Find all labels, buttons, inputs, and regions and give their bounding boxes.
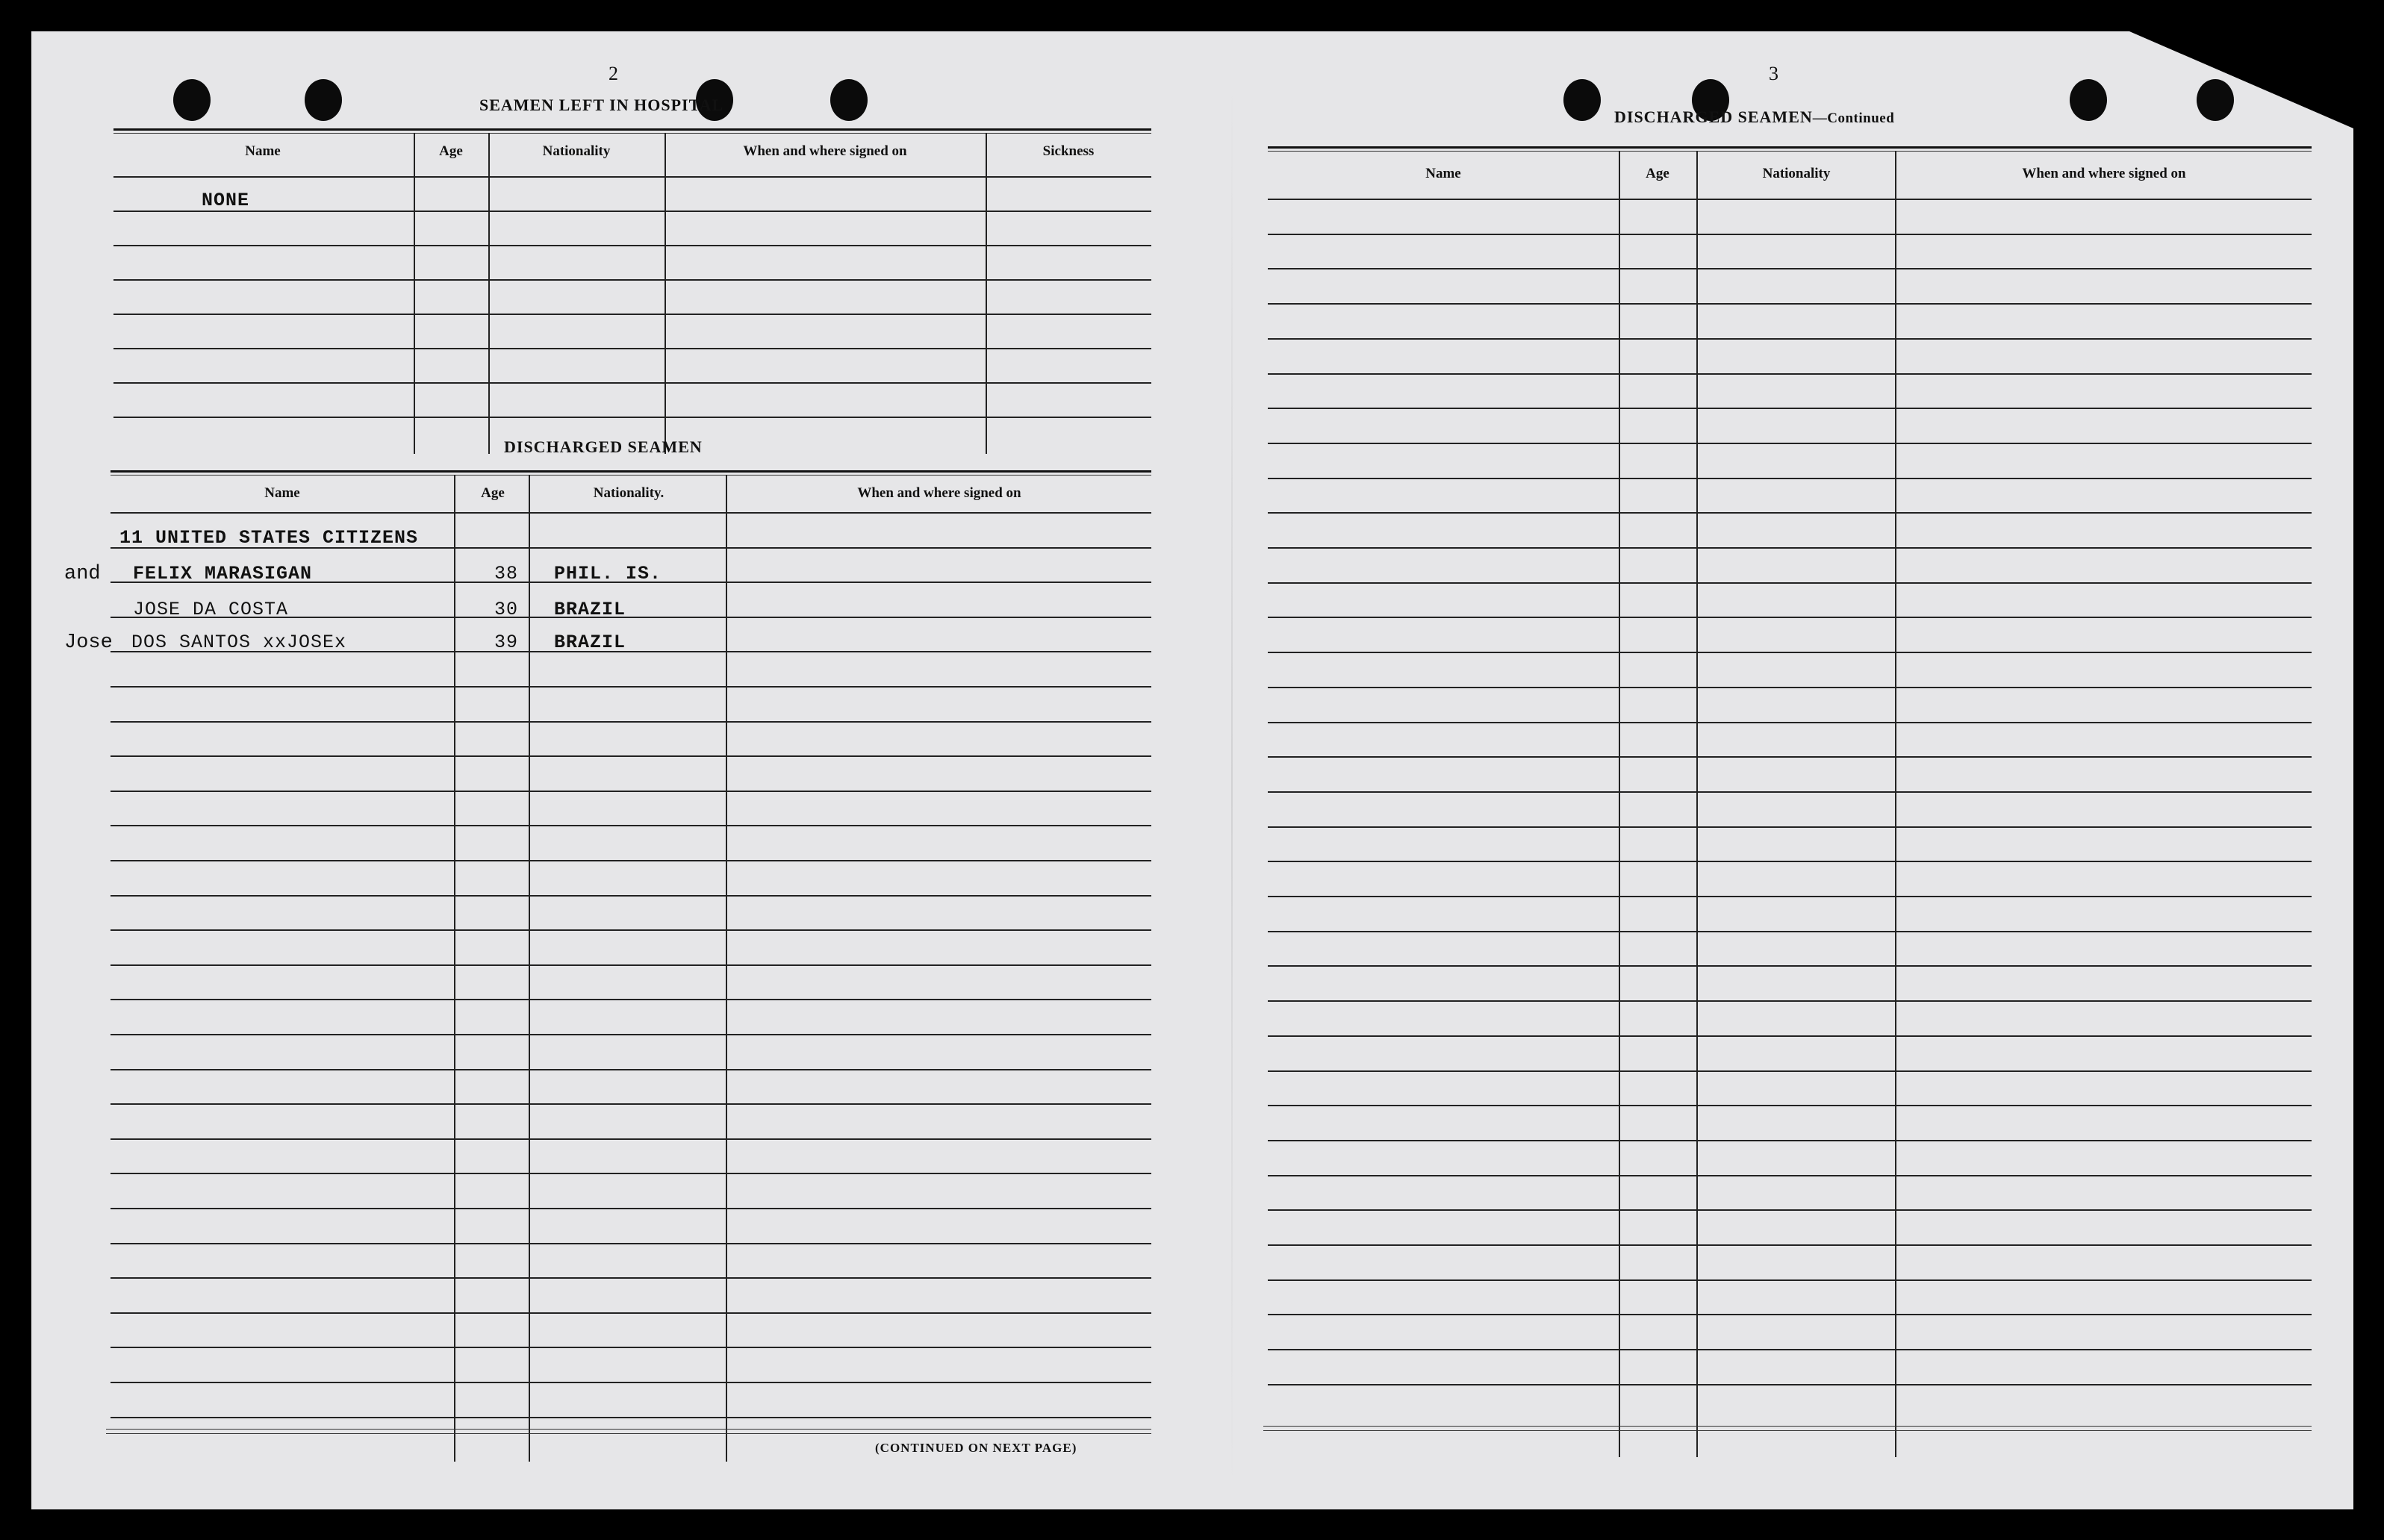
- ruled-line: [111, 860, 1151, 861]
- discharged-col-divider: [726, 475, 727, 1462]
- ruled-line: [1268, 1314, 2312, 1315]
- discharged-table-top-rule: [111, 475, 1151, 476]
- ruled-line: [1268, 861, 2312, 862]
- discharged-col-signed-on: When and where signed on: [857, 485, 1021, 501]
- ruled-line: [1268, 408, 2312, 409]
- page-corner-dogear: [2129, 31, 2353, 128]
- ruled-line: [1268, 1000, 2312, 1002]
- ruled-line: [113, 245, 1151, 246]
- ruled-line: [1268, 268, 2312, 269]
- ruled-line: [111, 1034, 1151, 1035]
- discharged-row-4-name: DOS SANTOS xxJOSEx: [131, 632, 347, 653]
- discharged-row-1-name: 11 UNITED STATES CITIZENS: [119, 527, 419, 549]
- ruled-line: [111, 791, 1151, 792]
- ruled-line: [113, 417, 1151, 418]
- ruled-line: [111, 1277, 1151, 1279]
- hospital-col-signed-on: When and where signed on: [743, 143, 907, 159]
- punch-hole: [305, 79, 342, 121]
- ruled-line: [111, 721, 1151, 723]
- ruled-line: [111, 1417, 1151, 1418]
- punch-hole: [1563, 79, 1601, 121]
- right-page-bottom-rule: [1263, 1426, 2312, 1427]
- hospital-col-nationality: Nationality: [542, 143, 611, 159]
- hospital-entry: NONE: [202, 190, 250, 211]
- ruled-line: [111, 1382, 1151, 1383]
- ruled-line: [111, 1243, 1151, 1244]
- hospital-section-title: SEAMEN LEFT IN HOSPITAL: [479, 96, 724, 114]
- hospital-table-top-rule: [113, 133, 1151, 134]
- ruled-line: [1268, 338, 2312, 340]
- ruled-line: [113, 314, 1151, 315]
- ruled-line: [1268, 443, 2312, 444]
- discharged-row-4-nationality: BRAZIL: [554, 632, 626, 653]
- discharged-row-2-prefix: and: [64, 563, 101, 585]
- ruled-line: [1268, 722, 2312, 723]
- ruled-line: [113, 211, 1151, 212]
- right-col-name: Name: [1425, 166, 1461, 181]
- ruled-line: [113, 382, 1151, 384]
- ruled-line: [113, 279, 1151, 281]
- ruled-line: [1268, 791, 2312, 793]
- right-page-bottom-rule: [1263, 1430, 2312, 1431]
- discharged-section-title: DISCHARGED SEAMEN: [504, 437, 703, 456]
- ruled-line: [111, 1312, 1151, 1314]
- ruled-line: [1268, 1244, 2312, 1246]
- left-page-bottom-rule: [106, 1433, 1151, 1434]
- ruled-line: [1268, 547, 2312, 549]
- discharged-row-3-nationality: BRAZIL: [554, 599, 626, 620]
- ruled-line: [1268, 965, 2312, 967]
- punch-hole: [2197, 79, 2234, 121]
- ruled-line: [111, 895, 1151, 897]
- ruled-line: [1268, 652, 2312, 653]
- ruled-line: [111, 964, 1151, 966]
- discharged-row-2-nationality: PHIL. IS.: [554, 563, 662, 584]
- discharged-row-4-prefix: Jose: [64, 632, 113, 654]
- ruled-line: [111, 755, 1151, 757]
- ruled-line: [111, 1103, 1151, 1105]
- ruled-line: [113, 176, 1151, 178]
- right-table-top-rule: [1268, 151, 2312, 152]
- discharged-table-top-rule: [111, 470, 1151, 473]
- ruled-line: [111, 1069, 1151, 1070]
- hospital-col-name: Name: [245, 143, 281, 159]
- ruled-line: [1268, 1209, 2312, 1211]
- ruled-line: [111, 929, 1151, 931]
- ruled-line: [1268, 582, 2312, 584]
- right-table-top-rule: [1268, 146, 2312, 149]
- punch-hole: [830, 79, 868, 121]
- hospital-col-divider: [488, 133, 490, 454]
- ruled-line: [1268, 1175, 2312, 1176]
- ruled-line: [1268, 373, 2312, 375]
- discharged-col-nationality: Nationality.: [593, 485, 665, 501]
- ruled-line: [1268, 1279, 2312, 1281]
- ruled-line: [1268, 617, 2312, 618]
- right-col-age: Age: [1646, 166, 1669, 181]
- hospital-table-top-rule: [113, 128, 1151, 131]
- punch-hole: [2070, 79, 2107, 121]
- right-section-title: [1614, 107, 1894, 127]
- hospital-col-divider: [665, 133, 666, 454]
- ruled-line: [111, 1208, 1151, 1209]
- discharged-col-divider: [529, 475, 530, 1462]
- discharged-row-3-name: JOSE DA COSTA: [133, 599, 289, 620]
- ruled-line: [1268, 234, 2312, 235]
- ruled-line: [1268, 687, 2312, 688]
- left-page-bottom-rule: [106, 1429, 1151, 1430]
- discharged-col-divider: [454, 475, 455, 1462]
- ruled-line: [1268, 1105, 2312, 1106]
- ruled-line: [1268, 303, 2312, 305]
- page-number-left: 2: [609, 63, 618, 84]
- page-fold: [1231, 76, 1233, 1494]
- hospital-col-sickness: Sickness: [1042, 143, 1095, 159]
- right-section-title-main: DISCHARGED SEAMEN: [1614, 107, 1813, 126]
- ruled-line: [1268, 1070, 2312, 1072]
- ruled-line: [1268, 199, 2312, 200]
- discharged-row-4-age: 39: [494, 632, 519, 653]
- ruled-line: [1268, 1384, 2312, 1385]
- discharged-row-3-age: 30: [494, 599, 519, 620]
- ruled-line: [111, 1347, 1151, 1348]
- discharged-col-age: Age: [481, 485, 505, 501]
- ruled-line: [1268, 1035, 2312, 1037]
- ruled-line: [1268, 1140, 2312, 1141]
- ruled-line: [1268, 931, 2312, 932]
- ruled-line: [111, 1173, 1151, 1174]
- ledger-sheet: [31, 31, 2353, 1509]
- discharged-row-2-age: 38: [494, 563, 519, 584]
- ruled-line: [111, 512, 1151, 514]
- ruled-line: [1268, 478, 2312, 479]
- ruled-line: [111, 686, 1151, 688]
- ruled-line: [111, 1138, 1151, 1140]
- ruled-line: [111, 825, 1151, 826]
- right-col-nationality: Nationality: [1762, 166, 1831, 181]
- right-section-title-suffix: —Continued: [1812, 110, 1895, 126]
- page-number-right: 3: [1769, 63, 1778, 84]
- ruled-line: [1268, 896, 2312, 897]
- ruled-line: [1268, 756, 2312, 758]
- ruled-line: [111, 999, 1151, 1000]
- discharged-row-2-name: FELIX MARASIGAN: [133, 563, 313, 584]
- right-col-divider: [1696, 151, 1698, 1457]
- ruled-line: [1268, 1349, 2312, 1350]
- right-col-divider: [1619, 151, 1620, 1457]
- ruled-line: [1268, 826, 2312, 828]
- discharged-col-name: Name: [264, 485, 300, 501]
- right-col-divider: [1895, 151, 1896, 1457]
- ruled-line: [113, 348, 1151, 349]
- punch-hole: [173, 79, 211, 121]
- hospital-col-divider: [986, 133, 987, 454]
- right-col-signed-on: When and where signed on: [2022, 166, 2186, 181]
- hospital-col-age: Age: [439, 143, 463, 159]
- ruled-line: [1268, 512, 2312, 514]
- continued-footer: (CONTINUED ON NEXT PAGE): [875, 1441, 1077, 1455]
- hospital-col-divider: [414, 133, 415, 454]
